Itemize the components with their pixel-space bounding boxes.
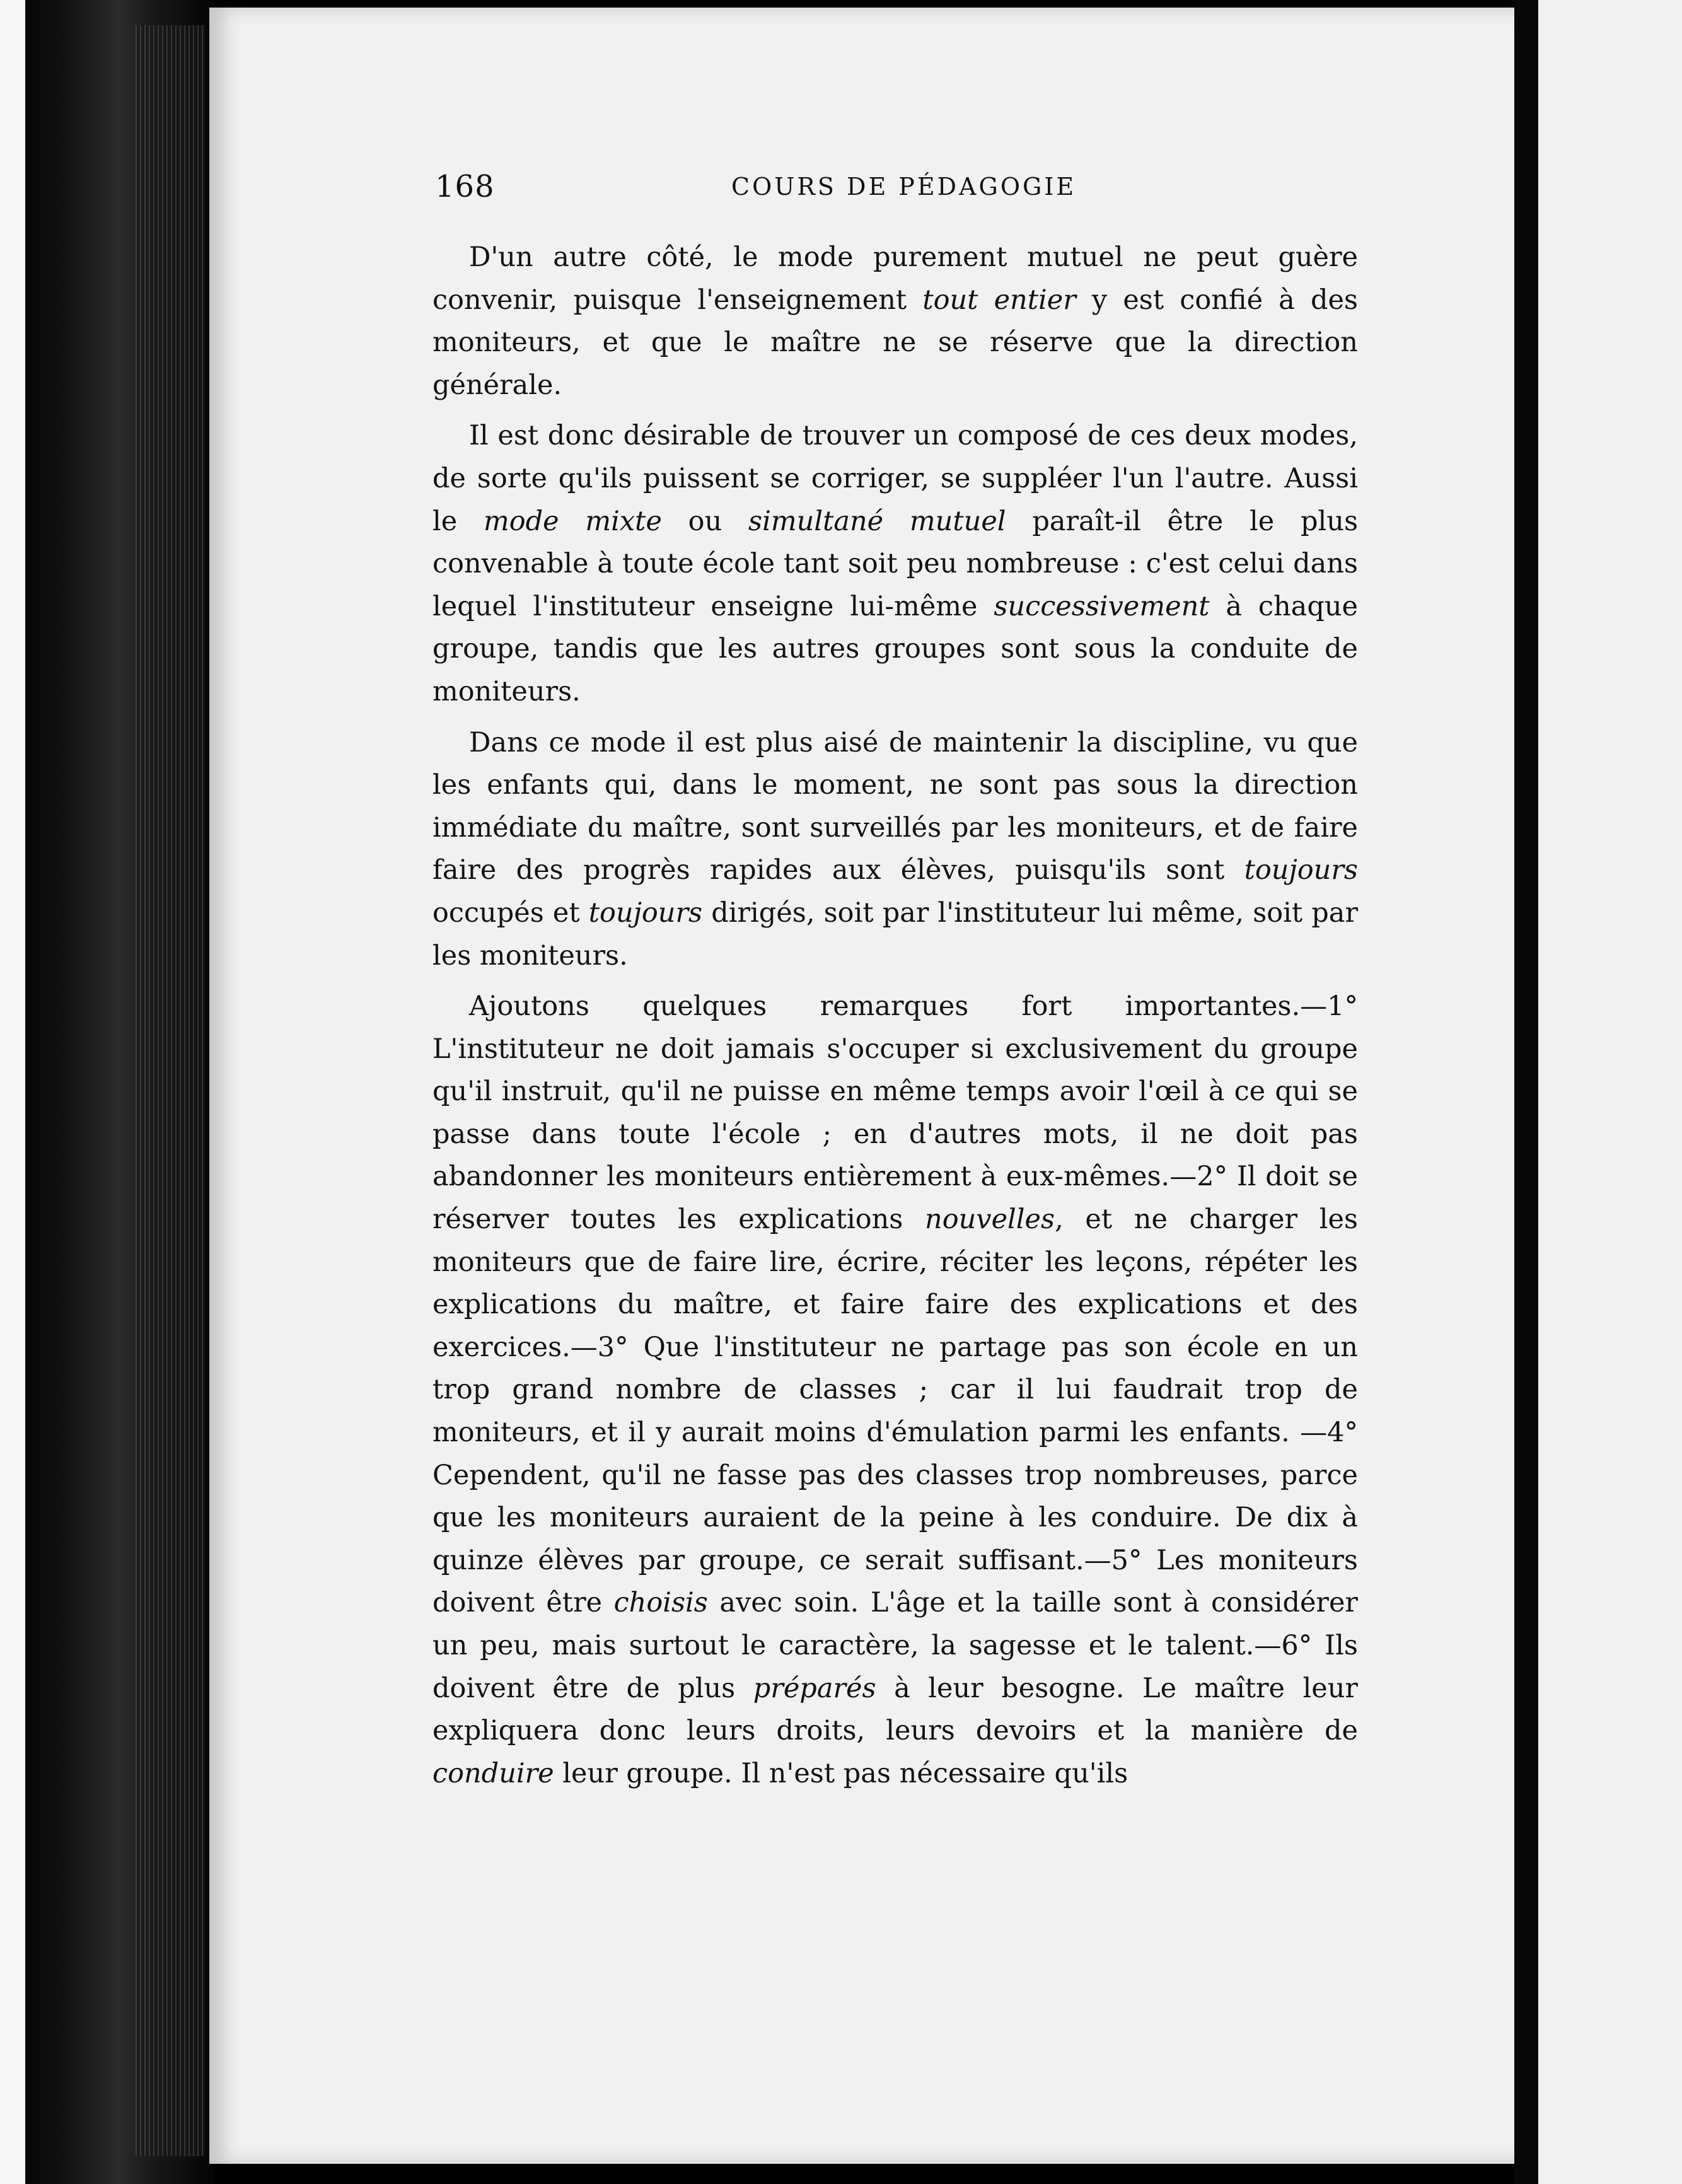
text-run: paraît-il être le plus convenable à toute école tant soit peu nombreuse : c'est celui dans lequel l'instituteur enseigne lui-même <box>432 505 1359 622</box>
text-run: Dans ce mode il est plus aisé de maintenir la discipline, vu que les enfants qui, dans le moment, ne sont pas sous la direction immédiate du maître, sont surveillés par les moniteurs, et de faire faire des progrès rapides aux élèves, puisqu'ils sont <box>432 726 1358 886</box>
text-run: D'un autre côté, le mode purement mutuel ne peut guère convenir, puisque l'enseignement <box>432 241 1358 316</box>
italic-text: tout entier <box>922 284 1076 316</box>
body-text <box>432 236 1358 1803</box>
italic-text: préparés <box>753 1672 876 1704</box>
italic-text: conduire <box>432 1757 554 1789</box>
italic-text: simultané mutuel <box>748 505 1006 537</box>
paragraph <box>432 722 1358 978</box>
italic-text: choisis <box>613 1587 708 1619</box>
text-run: leur groupe. Il n'est pas nécessaire qu'ils <box>554 1757 1128 1789</box>
right-gutter-shadow <box>1514 0 1538 2184</box>
italic-text: successivement <box>994 590 1210 622</box>
text-run: à leur besogne. Le maître leur expliquera donc leurs droits, leurs devoirs et la manière de <box>432 1672 1358 1747</box>
running-title: COURS DE PÉDAGOGIE <box>731 173 1077 200</box>
running-header <box>435 169 1355 213</box>
italic-text: toujours <box>588 897 703 929</box>
paragraph <box>432 985 1358 1795</box>
text-run: occupés et <box>432 897 589 929</box>
paragraph <box>432 415 1358 713</box>
text-run: y est confié à des moniteurs, et que le maître ne se réserve que la direction générale. <box>432 284 1358 401</box>
text-run: Il est donc désirable de trouver un composé de ces deux modes, de sorte qu'ils puissent se corriger, se suppléer l'un l'autre. Aussi le <box>432 420 1358 537</box>
italic-text: mode mixte <box>483 505 662 537</box>
text-run: à chaque groupe, tandis que les autres groupes sont sous la conduite de moniteurs. <box>432 590 1358 707</box>
text-run: ou <box>661 505 749 537</box>
text-run: , et ne charger les moniteurs que de faire lire, écrire, réciter les leçons, répéter les explications du maître, et faire faire des explications et des exercices.—3° Que l'instituteur ne partage pas son école en un trop grand nombre de classes ; car il lui faudrait trop de moniteurs, et il y aurait moins d'émulation parmi les enfants. —4° Cependent, qu'il ne fasse pas des classes trop nombreuses, parce que les moniteurs auraient de la peine à les conduire. De dix à quinze élèves par groupe, ce serait suffisant.—5° Les moniteurs doivent être <box>432 1204 1358 1619</box>
page-edges <box>136 25 205 2156</box>
page-number: 168 <box>435 169 495 204</box>
left-scan-margin <box>0 0 25 2184</box>
italic-text: nouvelles <box>925 1204 1055 1236</box>
text-run: dirigés, soit par l'instituteur lui même, soit par les moniteurs. <box>432 897 1358 972</box>
facing-page-edge <box>1538 0 1682 2184</box>
italic-text: toujours <box>1244 854 1358 886</box>
text-run: avec soin. L'âge et la taille sont à considérer un peu, mais surtout le caractère, la sagesse et le talent.—6° Ils doivent être de plus <box>432 1587 1358 1704</box>
book-spine-edge <box>0 0 214 2184</box>
paragraph <box>432 236 1358 407</box>
text-run: Ajoutons quelques remarques fort importantes.—1° L'instituteur ne doit jamais s'occuper si exclusivement du groupe qu'il instruit, qu'il ne puisse en même temps avoir l'œil à ce qui se passe dans toute l'école ; en d'autres mots, il ne doit pas abandonner les moniteurs entièrement à eux-mêmes.—2° Il doit se réserver toutes les explications <box>432 990 1358 1236</box>
